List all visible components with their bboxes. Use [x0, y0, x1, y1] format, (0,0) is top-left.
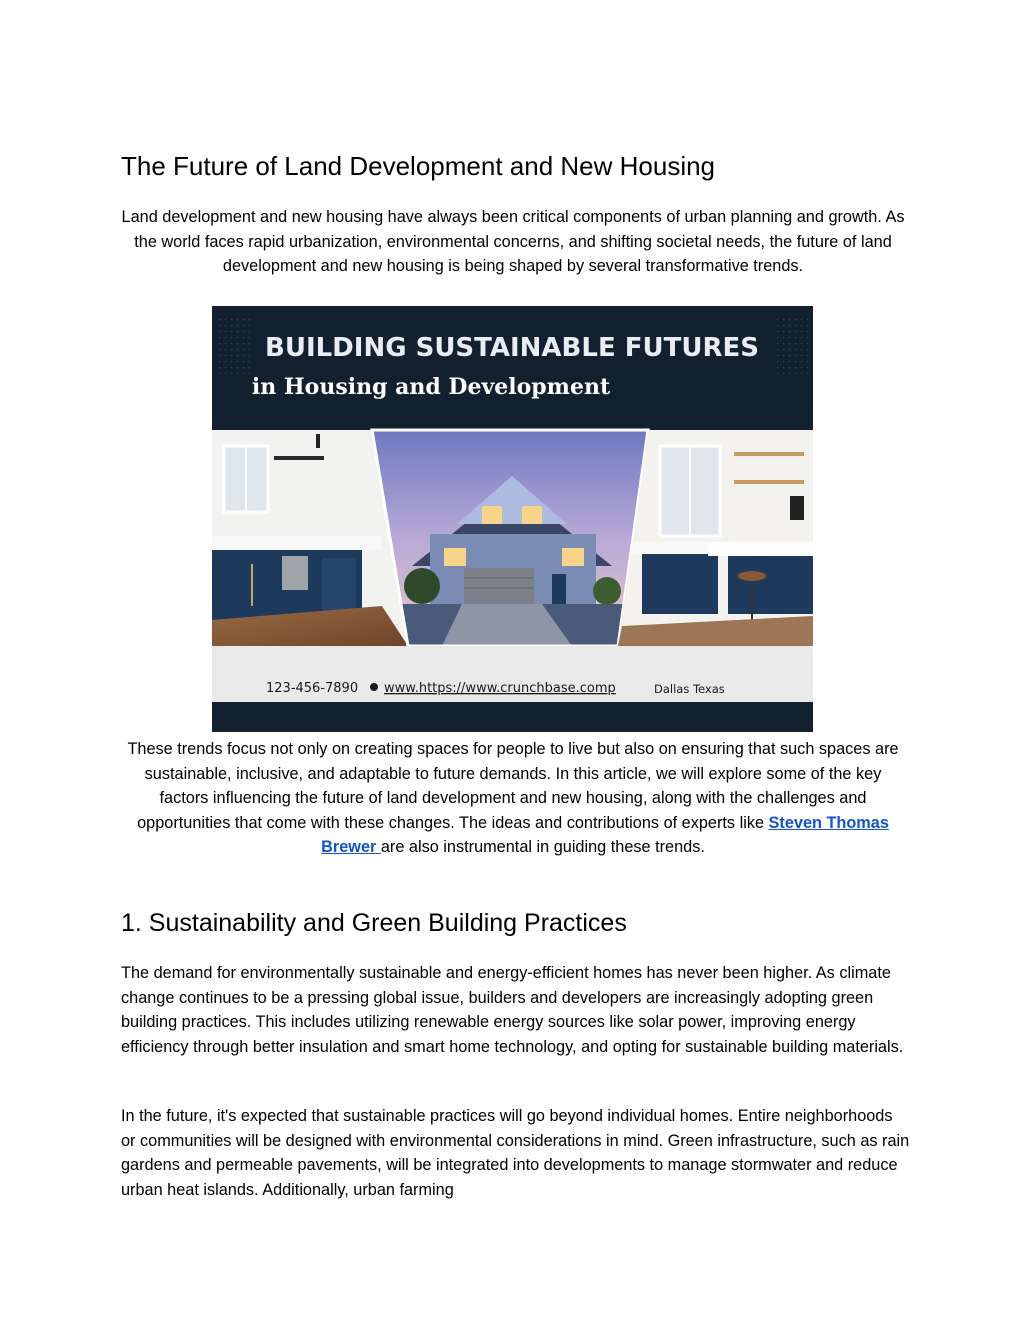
- section-heading-sustainability: 1. Sustainability and Green Building Practices: [121, 909, 627, 937]
- house-photo: [362, 430, 662, 646]
- page-title: The Future of Land Development and New Housing: [121, 151, 716, 181]
- trends-text-after-link: are also instrumental in guiding these trends.: [380, 838, 705, 856]
- sustainability-paragraph-1: The demand for environmentally sustainable and energy-efficient homes has never been higher. As climate change continues to be a pressing global issue, builders and developers are increasingly adopting green building practices. This includes utilizing renewable energy sources like solar power, improving energy efficiency through better insulation and smart home technology, and opting for sustainable building materials.: [121, 964, 904, 1056]
- banner-phone: 123-456-7890: [266, 681, 359, 696]
- banner-header-background: [212, 306, 813, 430]
- sustainability-paragraph-2: In the future, it's expected that sustainable practices will go beyond individual homes. Entire neighborhoods or communities will be designed with environmental considerations in mind. Green infrastructure, such as rain gardens and permeable pavements, will be integrated into developments to manage stormwater and reduce urban heat islands. Additionally, urban farming: [121, 1107, 910, 1199]
- banner-website: www.https://www.crunchbase.comp: [384, 681, 616, 696]
- trends-paragraph: [121, 737, 905, 860]
- steven-thomas-brewer-link[interactable]: Steven Thomas Brewer: [321, 813, 889, 856]
- banner-image: [212, 306, 813, 732]
- bullet-dot: [370, 683, 378, 691]
- banner-location: Dallas Texas: [654, 682, 725, 696]
- banner-headline: BUILDING SUSTAINABLE FUTURES: [265, 333, 759, 363]
- intro-paragraph: Land development and new housing have always been critical components of urban planning and growth. As the world faces rapid urbanization, environmental concerns, and shifting societal needs, the future of land development and new housing is being shaped by several transformative trends.: [121, 208, 905, 275]
- trends-text-before-link: These trends focus not only on creating spaces for people to live but also on ensuring that such spaces are sustainable, inclusive, and adaptable to future demands. In this article, we will explore some of the key factors influencing the future of land development and new housing, along with the challenges and opportunities that come with these changes. The ideas and contributions of experts like: [127, 740, 899, 832]
- banner-subheadline: in Housing and Development: [251, 374, 611, 400]
- right-kitchen-photo: [618, 430, 813, 646]
